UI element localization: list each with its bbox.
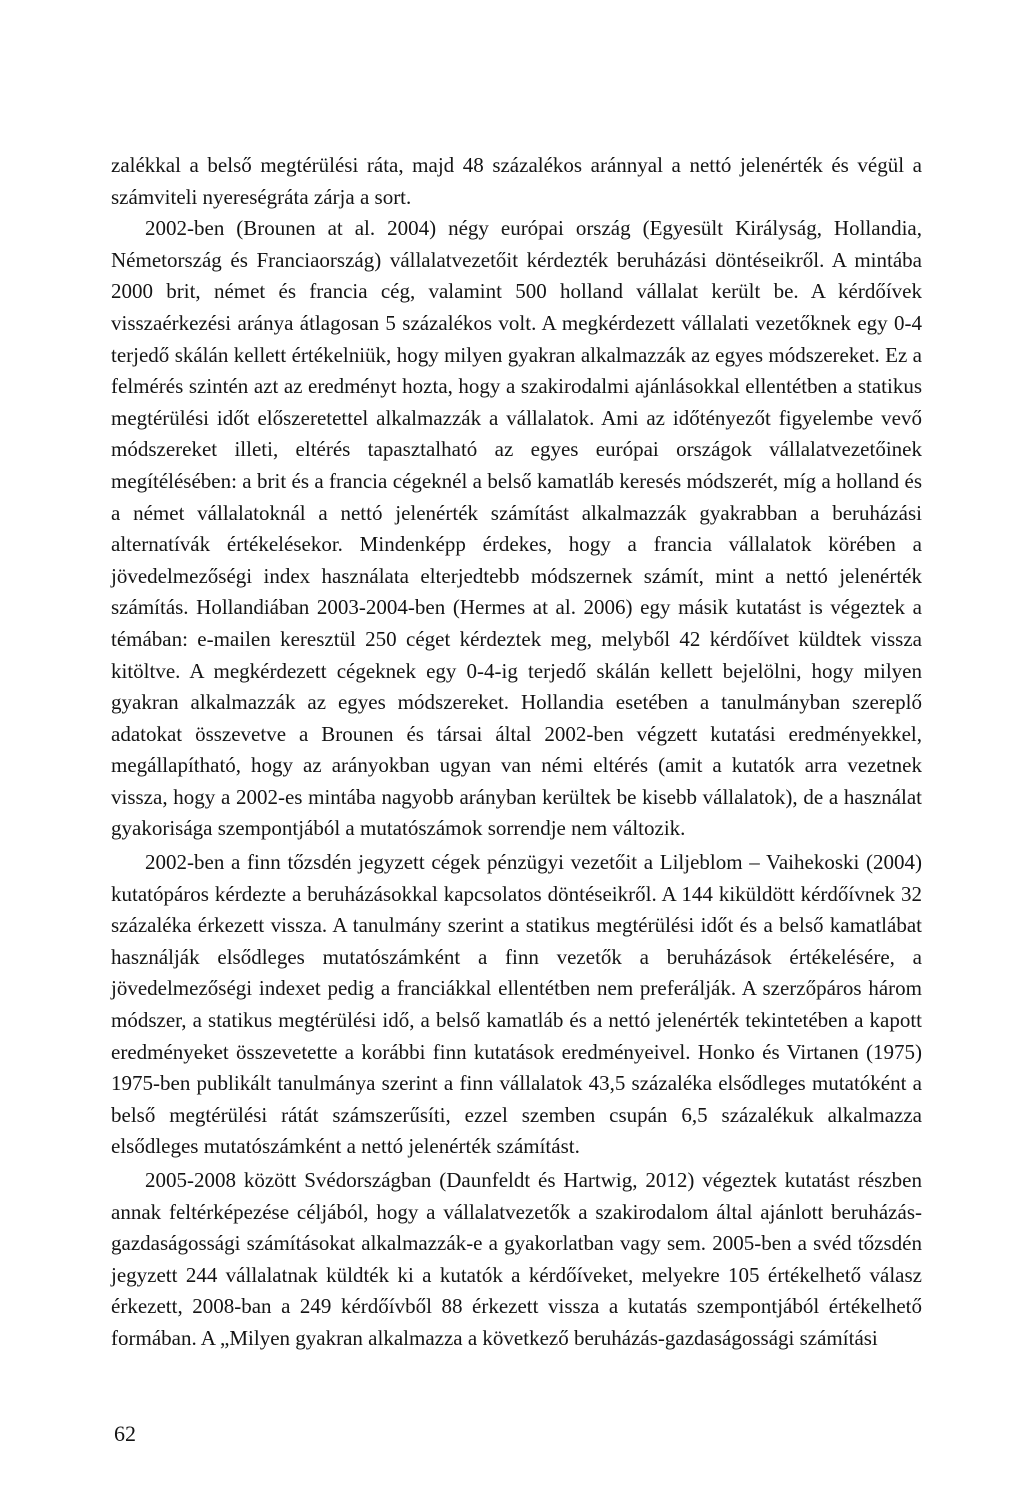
paragraph-finnish-study: 2002-ben a finn tőzsdén jegyzett cégek pénzügyi vezetőit a Liljeblom – Vaihekoski (2004) kutatópáros kérdezte a beruházásokkal kapcsolatos döntéseikről. A 144 kiküldött kérdőívnek 32 százaléka érkezett vissza. A tanulmány szerint a statikus megtérülési időt és a belső kamatlábat használják elsődleges mutatószámként a finn vezetők a beruházások értékelésére, a jövedelmezőségi indexet pedig a franciákkal ellentétben nem preferálják. A szerzőpáros három módszer, a statikus megtérülési idő, a belső kamatláb és a nettó jelenérték tekintetében a kapott eredményeket összevetette a korábbi finn kutatások eredményeivel. Honko és Virtanen (1975) 1975-ben publikált tanulmánya szerint a finn vállalatok 43,5 százaléka elsődleges mutatóként a belső megtérülési rátát számszerűsíti, ezzel szemben csupán 6,5 százalékuk alkalmazza elsődleges mutatószámként a nettó jelenérték számítást. [111, 850, 922, 1159]
paragraph-swedish-study: 2005-2008 között Svédországban (Daunfeldt és Hartwig, 2012) végeztek kutatást részben annak feltérképezése céljából, hogy a vállalatvezetők a szakirodalom által ajánlott beruházás-gazdaságossági számításokat alkalmazzák-e a gyakorlatban vagy sem. 2005-ben a svéd tőzsdén jegyzett 244 vállalatnak küldték ki a kutatók a kérdőíveket, melyekre 105 értékelhető válasz érkezett, 2008-ban a 249 kérdőívből 88 érkezett vissza a kutatás szempontjából értékelhető formában. A „Milyen gyakran alkalmazza a következő beruházás-gazdaságossági számítási [111, 1168, 922, 1350]
paragraph-continued: zalékkal a belső megtérülési ráta, majd 48 százalékos aránnyal a nettó jelenérték és végül a számviteli nyereségráta zárja a sort. [111, 153, 922, 209]
paragraph-brounen-study: 2002-ben (Brounen at al. 2004) négy európai ország (Egyesült Királyság, Hollandia, Németország és Franciaország) vállalatvezetőit kérdezték beruházási döntéseikről. A mintába 2000 brit, német és francia cég, valamint 500 holland vállalat került be. A kérdőívek visszaérkezési aránya átlagosan 5 százalékos volt. A megkérdezett vállalati vezetőknek egy 0-4 terjedő skálán kellett értékelniük, hogy milyen gyakran alkalmazzák az egyes módszereket. Ez a felmérés szintén azt az eredményt hozta, hogy a szakirodalmi ajánlásokkal ellentétben a statikus megtérülési időt előszeretettel alkalmazzák a vállalatok. Ami az időtényezőt figyelembe vevő módszereket illeti, eltérés tapasztalható az egyes európai országok vállalatvezetőinek megítélésében: a brit és a francia cégeknél a belső kamatláb keresés módszerét, míg a holland és a német vállalatoknál a nettó jelenérték számítást alkalmazzák gyakrabban a beruházási alternatívák értékelésekor. Mindenképp érdekes, hogy a francia vállalatok körében a jövedelmezőségi index használata elterjedtebb módszernek számít, mint a nettó jelenérték számítás. Hollandiában 2003-2004-ben (Hermes at al. 2006) egy másik kutatást is végeztek a témában: e-mailen keresztül 250 céget kérdeztek meg, melyből 42 kérdőívet küldtek vissza kitöltve. A megkérdezett cégeknek egy 0-4-ig terjedő skálán kellett bejelölni, hogy milyen gyakran alkalmazzák az egyes módszereket. Hollandia esetében a tanulmányban szereplő adatokat összevetve a Brounen és társai által 2002-ben végzett kutatási eredményekkel, megállapítható, hogy az arányokban ugyan van némi eltérés (amit a kutatók arra vezetnek vissza, hogy a 2002-es mintába nagyobb arányban kerültek be kisebb vállalatok), de a használat gyakorisága szempontjából a mutatószámok sorrendje nem változik. [111, 216, 922, 841]
page-number: 62 [114, 1421, 136, 1446]
body-text [111, 150, 922, 1355]
